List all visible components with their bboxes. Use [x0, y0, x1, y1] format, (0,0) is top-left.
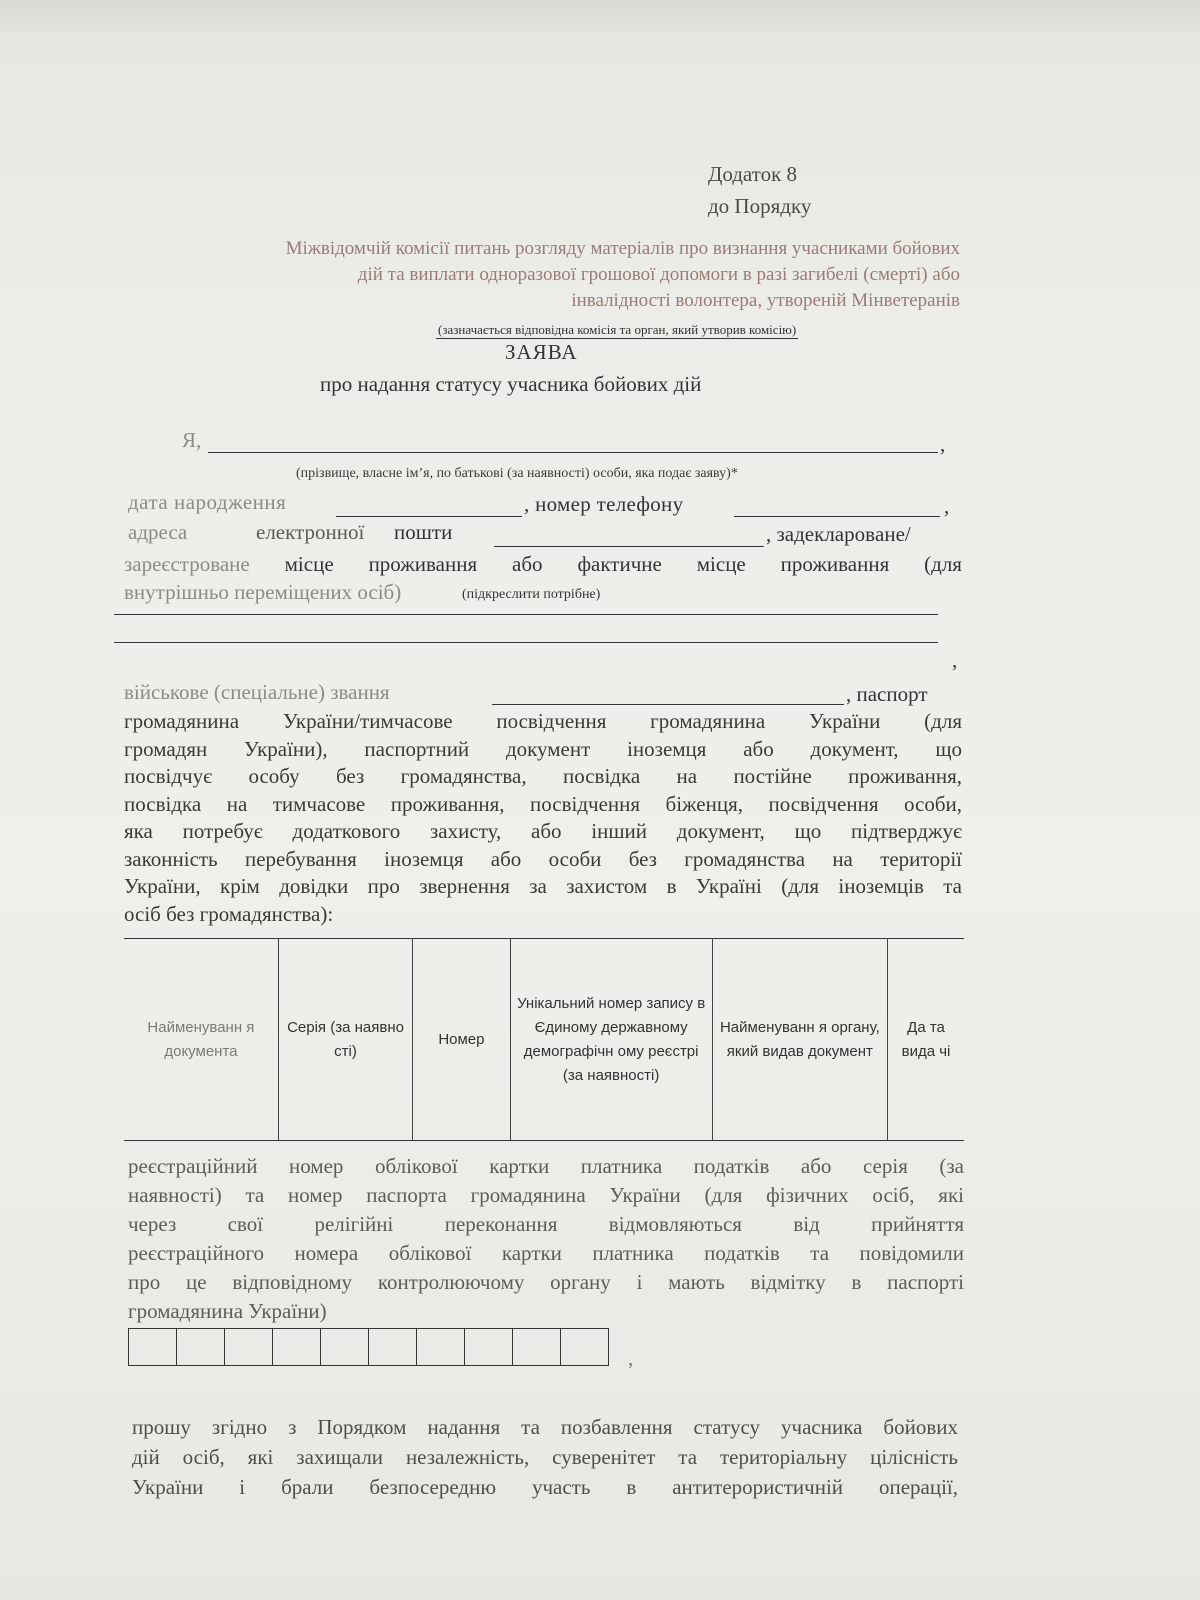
residence-word: фактичне	[577, 552, 662, 576]
rank-label: військове (спеціальне) звання	[124, 680, 390, 704]
applicant-name-field[interactable]	[208, 452, 938, 453]
residence-address-field-1[interactable]	[114, 614, 938, 615]
passport-label: , паспорт	[846, 682, 928, 706]
residence-word: місце	[696, 552, 746, 576]
tax-digit-box[interactable]	[225, 1329, 273, 1365]
email-field[interactable]	[494, 546, 764, 547]
phone-comma: ,	[944, 494, 950, 518]
tax-paragraph	[128, 1152, 964, 1326]
idp-label: внутрішньо переміщених осіб)	[124, 580, 402, 604]
email-word-3: пошти	[394, 520, 453, 544]
table-header-issuing-authority: Найменуванн я органу, який видав документ	[712, 939, 887, 1141]
page-top-shadow	[0, 0, 1200, 40]
table-header-series: Серія (за наявно сті)	[278, 939, 412, 1141]
residence-word: проживання	[780, 552, 890, 576]
paragraph-line: дій осіб, які захищали незалежність, суверенітет та територіальну цілісність	[132, 1445, 958, 1469]
tax-digit-box[interactable]	[321, 1329, 369, 1365]
addressee-line-2: дій та виплати одноразової грошової допомоги в разі загибелі (смерті) або	[357, 264, 960, 285]
tax-digit-box[interactable]	[465, 1329, 513, 1365]
applicant-comma: ,	[940, 432, 946, 456]
addressee-hint: (зазначається відповідна комісія та орган, який утворив комісію)	[438, 322, 797, 337]
tax-digit-box[interactable]	[129, 1329, 177, 1365]
paragraph-line: посвідка на тимчасове проживання, посвідчення біженця, посвідчення особи,	[124, 791, 962, 816]
appendix-number: Додаток 8	[708, 162, 798, 186]
email-word-1: адреса	[128, 520, 188, 544]
paragraph-line: реєстраційний номер облікової картки платника податків або серія (за	[128, 1154, 964, 1178]
paragraph-line: України і брали безпосередню участь в антитерористичній операції,	[132, 1475, 958, 1499]
passport-paragraph	[124, 708, 962, 928]
tax-digit-box[interactable]	[369, 1329, 417, 1365]
paragraph-line: громадянина України)	[128, 1299, 327, 1323]
email-word-2: електронної	[256, 520, 365, 544]
birth-date-label: дата народження	[128, 490, 287, 514]
paragraph-line: посвідчує особу без громадянства, посвідка на постійне проживання,	[124, 764, 962, 788]
residence-word: (для	[924, 552, 962, 576]
table-header-registry-number: Унікальний номер запису в Єдиному державному демографічн ому реєстрі (за наявності)	[510, 939, 712, 1141]
applicant-hint: (прізвище, власне ім’я, по батькові (за наявності) особи, яка подає заяву)*	[296, 466, 738, 481]
paragraph-line: законність перебування іноземця або особи без громадянства на території	[124, 846, 962, 871]
rank-field[interactable]	[492, 704, 844, 705]
document-subtitle: про надання статусу учасника бойових дій	[320, 372, 702, 396]
residence-comma: ,	[952, 648, 958, 672]
tax-number-boxes[interactable]	[128, 1328, 609, 1366]
document-title: ЗАЯВА	[505, 340, 578, 364]
birth-date-field[interactable]	[336, 516, 522, 517]
residence-address-field-2[interactable]	[114, 642, 938, 643]
idp-hint: (підкреслити потрібне)	[462, 587, 601, 602]
residence-line	[124, 551, 962, 579]
addressee-line-1: Міжвідомчій комісії питань розгляду матеріалів про визнання учасниками бойових	[285, 238, 960, 259]
residence-word: зареєстроване	[124, 552, 250, 576]
addressee-line-3: інвалідності волонтера, утвореній Мінветеранів	[571, 290, 960, 311]
paragraph-line: наявності) та номер паспорта громадянина України (для фізичних осіб, які	[128, 1183, 964, 1207]
residence-word: проживання	[368, 552, 478, 576]
table-header-number: Номер	[413, 939, 510, 1141]
residence-word: місце	[284, 552, 334, 576]
tax-digit-box[interactable]	[273, 1329, 321, 1365]
paragraph-line: України, крім довідки про звернення за захистом в Україні (для іноземців та	[124, 874, 962, 898]
phone-label: , номер телефону	[524, 492, 684, 516]
paragraph-line: громадян України), паспортний документ іноземця або документ, що	[124, 736, 962, 761]
paragraph-line: громадянина України/тимчасове посвідчення громадянина України (для	[124, 709, 962, 733]
paragraph-line: осіб без громадянства):	[124, 901, 334, 926]
appendix-reference: до Порядку	[708, 194, 812, 218]
paragraph-line: через свої релігійні переконання відмовляються від прийняття	[128, 1212, 964, 1236]
residence-word: або	[512, 552, 543, 576]
paragraph-line: яка потребує додаткового захисту, або інший документ, що підтверджує	[124, 819, 962, 843]
table-header-document-name: Найменуванн я документа	[124, 939, 278, 1141]
tax-digit-box[interactable]	[513, 1329, 561, 1365]
tax-digit-box[interactable]	[177, 1329, 225, 1365]
paragraph-line: прошу згідно з Порядком надання та позбавлення статусу учасника бойових	[132, 1415, 958, 1439]
paragraph-line: про це відповідному контролюючому органу і мають відмітку в паспорті	[128, 1270, 964, 1294]
tax-digit-box[interactable]	[561, 1329, 608, 1365]
phone-field[interactable]	[734, 516, 940, 517]
table-header-issue-date: Да та вида чі	[888, 939, 964, 1141]
declared-label: , задекларовaне/	[766, 522, 911, 546]
tax-boxes-comma: ,	[628, 1346, 634, 1370]
paragraph-line: реєстраційного номера облікової картки платника податків та повідомили	[128, 1241, 964, 1265]
request-paragraph	[132, 1412, 958, 1502]
identity-document-table	[124, 938, 964, 1141]
applicant-prefix: Я,	[182, 428, 202, 452]
tax-digit-box[interactable]	[417, 1329, 465, 1365]
